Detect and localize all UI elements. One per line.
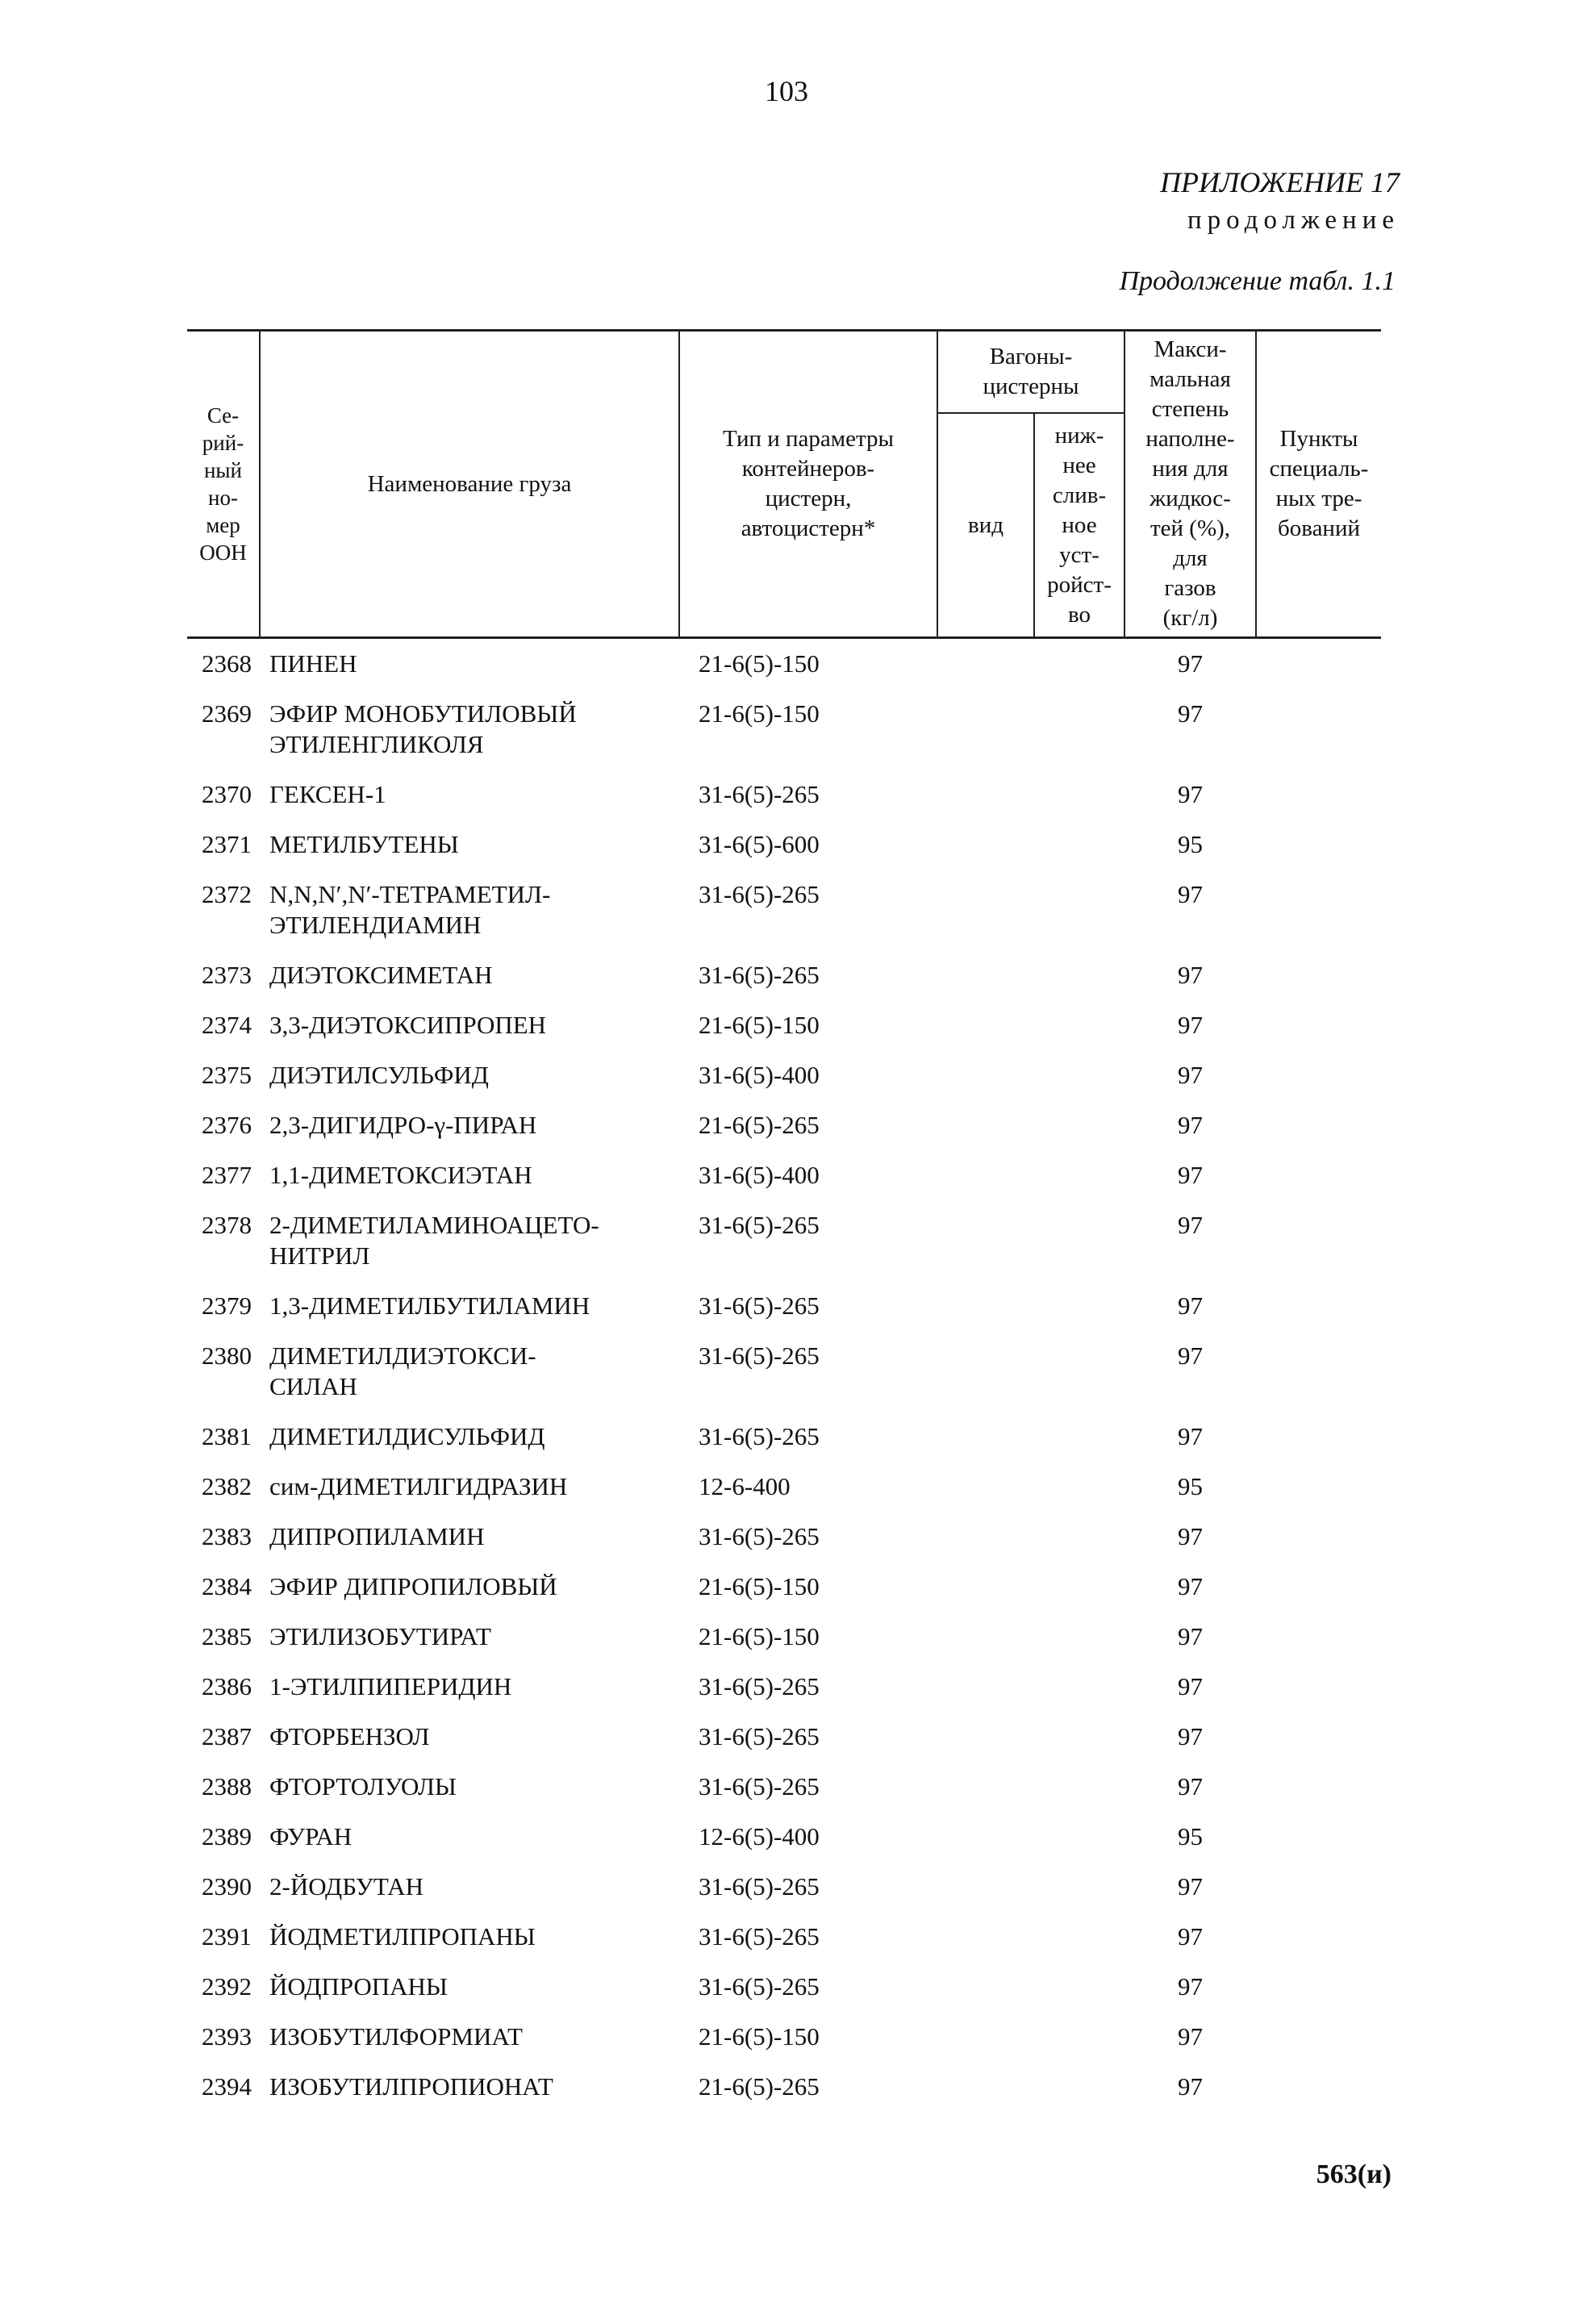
container-params-cell: 31-6(5)-265 — [699, 961, 820, 989]
container-params-cell: 31-6(5)-400 — [699, 1061, 820, 1089]
un-number-cell: 2373 — [202, 961, 252, 989]
table-row — [187, 689, 1381, 770]
un-number-cell: 2375 — [202, 1061, 252, 1089]
cargo-name-cell: 3,3-ДИЭТОКСИПРОПЕН — [269, 1011, 547, 1039]
max-fill-cell: 97 — [1178, 1572, 1203, 1600]
wagon-kind-cell — [937, 1912, 1034, 1962]
table-row — [187, 1712, 1381, 1762]
bottom-device-cell — [1034, 1562, 1124, 1612]
header-special: Пункты специаль- ных тре- бований — [1256, 331, 1381, 638]
wagon-kind-cell — [937, 1862, 1034, 1912]
table-row — [187, 1150, 1381, 1200]
wagon-kind-cell — [937, 1000, 1034, 1050]
special-requirements-cell — [1256, 1512, 1381, 1562]
un-number-cell: 2382 — [202, 1472, 252, 1500]
special-requirements-cell — [1256, 950, 1381, 1000]
table-row — [187, 820, 1381, 870]
page-number: 103 — [765, 75, 808, 107]
max-fill-cell: 97 — [1178, 1972, 1203, 2001]
special-requirements-cell — [1256, 1612, 1381, 1662]
cargo-name-cell: ДИМЕТИЛДИЭТОКСИ- СИЛАН — [269, 1341, 536, 1400]
bottom-device-cell — [1034, 1281, 1124, 1331]
un-number-cell: 2380 — [202, 1341, 252, 1370]
cargo-name-cell: ФТОРБЕНЗОЛ — [269, 1722, 430, 1750]
un-number-cell: 2377 — [202, 1161, 252, 1189]
container-params-cell: 31-6(5)-265 — [699, 1972, 820, 2001]
table-row — [187, 770, 1381, 820]
wagon-kind-cell — [937, 1331, 1034, 1412]
cargo-name-cell: МЕТИЛБУТЕНЫ — [269, 830, 459, 858]
table-row — [187, 1862, 1381, 1912]
special-requirements-cell — [1256, 870, 1381, 950]
footer-code: 563(и) — [1316, 2159, 1392, 2189]
special-requirements-cell — [1256, 689, 1381, 770]
container-params-cell: 31-6(5)-265 — [699, 1672, 820, 1700]
special-requirements-cell — [1256, 1281, 1381, 1331]
bottom-device-cell — [1034, 1862, 1124, 1912]
max-fill-cell: 97 — [1178, 649, 1203, 678]
container-params-cell: 31-6(5)-600 — [699, 830, 820, 858]
container-params-cell: 21-6(5)-150 — [699, 1622, 820, 1650]
table-row — [187, 1281, 1381, 1331]
table-row — [187, 2062, 1381, 2112]
special-requirements-cell — [1256, 1200, 1381, 1281]
container-params-cell: 21-6(5)-150 — [699, 699, 820, 728]
container-params-cell: 21-6(5)-265 — [699, 1111, 820, 1139]
special-requirements-cell — [1256, 638, 1381, 690]
container-params-cell: 21-6(5)-150 — [699, 2022, 820, 2051]
table-row — [187, 1331, 1381, 1412]
container-params-cell: 31-6(5)-265 — [699, 1872, 820, 1901]
table-row — [187, 1000, 1381, 1050]
un-number-cell: 2394 — [202, 2072, 252, 2101]
special-requirements-cell — [1256, 1412, 1381, 1462]
container-params-cell: 31-6(5)-265 — [699, 1341, 820, 1370]
max-fill-cell: 97 — [1178, 1772, 1203, 1800]
un-number-cell: 2388 — [202, 1772, 252, 1800]
cargo-name-cell: 2,3-ДИГИДРО-γ-ПИРАН — [269, 1111, 537, 1139]
table-row — [187, 1462, 1381, 1512]
table-row — [187, 1962, 1381, 2012]
table-row — [187, 1050, 1381, 1100]
table-row — [187, 1812, 1381, 1862]
max-fill-cell: 97 — [1178, 1291, 1203, 1320]
special-requirements-cell — [1256, 1912, 1381, 1962]
container-params-cell: 21-6(5)-150 — [699, 649, 820, 678]
table-row — [187, 950, 1381, 1000]
wagon-kind-cell — [937, 1712, 1034, 1762]
header-wagons: Вагоны- цистерны — [937, 331, 1124, 414]
bottom-device-cell — [1034, 870, 1124, 950]
special-requirements-cell — [1256, 1462, 1381, 1512]
max-fill-cell: 97 — [1178, 1161, 1203, 1189]
un-number-cell: 2374 — [202, 1011, 252, 1039]
max-fill-cell: 97 — [1178, 880, 1203, 908]
container-params-cell: 31-6(5)-265 — [699, 780, 820, 808]
container-params-cell: 31-6(5)-265 — [699, 1922, 820, 1951]
un-number-cell: 2376 — [202, 1111, 252, 1139]
un-number-cell: 2390 — [202, 1872, 252, 1901]
cargo-name-cell: ИЗОБУТИЛПРОПИОНАТ — [269, 2072, 553, 2101]
cargo-name-cell: ЭФИР МОНОБУТИЛОВЫЙ ЭТИЛЕНГЛИКОЛЯ — [269, 699, 577, 758]
cargo-name-cell: ЙОДМЕТИЛПРОПАНЫ — [269, 1922, 536, 1951]
bottom-device-cell — [1034, 689, 1124, 770]
container-params-cell: 31-6(5)-265 — [699, 880, 820, 908]
wagon-kind-cell — [937, 950, 1034, 1000]
bottom-device-cell — [1034, 950, 1124, 1000]
bottom-device-cell — [1034, 1462, 1124, 1512]
table-row — [187, 1562, 1381, 1612]
cargo-name-cell: ФУРАН — [269, 1822, 353, 1850]
max-fill-cell: 97 — [1178, 780, 1203, 808]
special-requirements-cell — [1256, 1812, 1381, 1862]
un-number-cell: 2379 — [202, 1291, 252, 1320]
continuation-label: продолжение — [1187, 206, 1400, 235]
special-requirements-cell — [1256, 1050, 1381, 1100]
max-fill-cell: 97 — [1178, 1672, 1203, 1700]
table-row — [187, 1762, 1381, 1812]
un-number-cell: 2368 — [202, 649, 252, 678]
cargo-name-cell: ЭТИЛИЗОБУТИРАТ — [269, 1622, 491, 1650]
un-number-cell: 2369 — [202, 699, 252, 728]
cargo-name-cell: ИЗОБУТИЛФОРМИАТ — [269, 2022, 523, 2051]
container-params-cell: 31-6(5)-265 — [699, 1722, 820, 1750]
table-row — [187, 870, 1381, 950]
un-number-cell: 2378 — [202, 1211, 252, 1239]
wagon-kind-cell — [937, 1612, 1034, 1662]
cargo-name-cell: сим-ДИМЕТИЛГИДРАЗИН — [269, 1472, 568, 1500]
cargo-name-cell: ДИЭТОКСИМЕТАН — [269, 961, 493, 989]
bottom-device-cell — [1034, 1762, 1124, 1812]
un-number-cell: 2393 — [202, 2022, 252, 2051]
max-fill-cell: 97 — [1178, 1922, 1203, 1951]
special-requirements-cell — [1256, 1862, 1381, 1912]
special-requirements-cell — [1256, 2012, 1381, 2062]
header-params: Тип и параметры контейнеров- цистерн, автоцистерн* — [679, 331, 937, 638]
bottom-device-cell — [1034, 1000, 1124, 1050]
wagon-kind-cell — [937, 1662, 1034, 1712]
bottom-device-cell — [1034, 820, 1124, 870]
max-fill-cell: 97 — [1178, 2022, 1203, 2051]
cargo-name-cell: ДИПРОПИЛАМИН — [269, 1522, 485, 1550]
header-name: Наименование груза — [260, 331, 679, 638]
special-requirements-cell — [1256, 2062, 1381, 2112]
un-number-cell: 2391 — [202, 1922, 252, 1951]
bottom-device-cell — [1034, 770, 1124, 820]
max-fill-cell: 95 — [1178, 1822, 1203, 1850]
max-fill-cell: 97 — [1178, 1011, 1203, 1039]
special-requirements-cell — [1256, 1331, 1381, 1412]
max-fill-cell: 97 — [1178, 1211, 1203, 1239]
max-fill-cell: 97 — [1178, 1422, 1203, 1450]
table-row — [187, 1662, 1381, 1712]
wagon-kind-cell — [937, 1200, 1034, 1281]
container-params-cell: 31-6(5)-265 — [699, 1772, 820, 1800]
bottom-device-cell — [1034, 1200, 1124, 1281]
wagon-kind-cell — [937, 689, 1034, 770]
bottom-device-cell — [1034, 1412, 1124, 1462]
wagon-kind-cell — [937, 1281, 1034, 1331]
cargo-name-cell: 2-ЙОДБУТАН — [269, 1872, 424, 1901]
un-number-cell: 2392 — [202, 1972, 252, 2001]
special-requirements-cell — [1256, 1762, 1381, 1812]
un-number-cell: 2385 — [202, 1622, 252, 1650]
header-kind: вид — [937, 413, 1034, 638]
un-number-cell: 2384 — [202, 1572, 252, 1600]
max-fill-cell: 97 — [1178, 1522, 1203, 1550]
un-number-cell: 2383 — [202, 1522, 252, 1550]
special-requirements-cell — [1256, 820, 1381, 870]
cargo-name-cell: 2-ДИМЕТИЛАМИНОАЦЕТО- НИТРИЛ — [269, 1211, 599, 1270]
cargo-name-cell: 1-ЭТИЛПИПЕРИДИН — [269, 1672, 512, 1700]
max-fill-cell: 97 — [1178, 1622, 1203, 1650]
bottom-device-cell — [1034, 2012, 1124, 2062]
un-number-cell: 2372 — [202, 880, 252, 908]
bottom-device-cell — [1034, 1512, 1124, 1562]
special-requirements-cell — [1256, 1662, 1381, 1712]
container-params-cell: 31-6(5)-265 — [699, 1422, 820, 1450]
bottom-device-cell — [1034, 1912, 1124, 1962]
wagon-kind-cell — [937, 2062, 1034, 2112]
cargo-name-cell: ФТОРТОЛУОЛЫ — [269, 1772, 457, 1800]
table-row — [187, 1512, 1381, 1562]
cargo-name-cell: 1,3-ДИМЕТИЛБУТИЛАМИН — [269, 1291, 590, 1320]
wagon-kind-cell — [937, 1462, 1034, 1512]
table-row — [187, 1412, 1381, 1462]
container-params-cell: 31-6(5)-265 — [699, 1211, 820, 1239]
cargo-name-cell: ЭФИР ДИПРОПИЛОВЫЙ — [269, 1572, 557, 1600]
table-row — [187, 1912, 1381, 1962]
special-requirements-cell — [1256, 770, 1381, 820]
cargo-name-cell: ГЕКСЕН-1 — [269, 780, 386, 808]
cargo-name-cell: ДИЭТИЛСУЛЬФИД — [269, 1061, 489, 1089]
max-fill-cell: 95 — [1178, 830, 1203, 858]
wagon-kind-cell — [937, 1812, 1034, 1862]
wagon-kind-cell — [937, 1050, 1034, 1100]
bottom-device-cell — [1034, 1612, 1124, 1662]
cargo-name-cell: ДИМЕТИЛДИСУЛЬФИД — [269, 1422, 545, 1450]
wagon-kind-cell — [937, 1562, 1034, 1612]
wagon-kind-cell — [937, 2012, 1034, 2062]
un-number-cell: 2386 — [202, 1672, 252, 1700]
cargo-name-cell: N,N,N′,N′-ТЕТРАМЕТИЛ- ЭТИЛЕНДИАМИН — [269, 880, 551, 939]
special-requirements-cell — [1256, 1100, 1381, 1150]
un-number-cell: 2387 — [202, 1722, 252, 1750]
special-requirements-cell — [1256, 1562, 1381, 1612]
container-params-cell: 21-6(5)-150 — [699, 1572, 820, 1600]
header-max-fill: Макси- мальная степень наполне- ния для жидкос- тей (%), для газов (кг/л) — [1124, 331, 1256, 638]
container-params-cell: 21-6(5)-150 — [699, 1011, 820, 1039]
bottom-device-cell — [1034, 638, 1124, 690]
table-row — [187, 1200, 1381, 1281]
special-requirements-cell — [1256, 1000, 1381, 1050]
max-fill-cell: 95 — [1178, 1472, 1203, 1500]
bottom-device-cell — [1034, 1050, 1124, 1100]
bottom-device-cell — [1034, 1331, 1124, 1412]
container-params-cell: 12-6-400 — [699, 1472, 791, 1500]
wagon-kind-cell — [937, 638, 1034, 690]
max-fill-cell: 97 — [1178, 1872, 1203, 1901]
cargo-name-cell: 1,1-ДИМЕТОКСИЭТАН — [269, 1161, 532, 1189]
un-number-cell: 2370 — [202, 780, 252, 808]
max-fill-cell: 97 — [1178, 1722, 1203, 1750]
bottom-device-cell — [1034, 1962, 1124, 2012]
header-bottom-device: ниж- нее слив- ное уст- ройст- во — [1034, 413, 1124, 638]
wagon-kind-cell — [937, 1762, 1034, 1812]
container-params-cell: 12-6(5)-400 — [699, 1822, 820, 1850]
bottom-device-cell — [1034, 1100, 1124, 1150]
wagon-kind-cell — [937, 1412, 1034, 1462]
container-params-cell: 31-6(5)-265 — [699, 1522, 820, 1550]
special-requirements-cell — [1256, 1962, 1381, 2012]
table-continuation-label: Продолжение табл. 1.1 — [1119, 266, 1396, 296]
wagon-kind-cell — [937, 820, 1034, 870]
wagon-kind-cell — [937, 870, 1034, 950]
max-fill-cell: 97 — [1178, 1061, 1203, 1089]
container-params-cell: 21-6(5)-265 — [699, 2072, 820, 2101]
max-fill-cell: 97 — [1178, 2072, 1203, 2101]
wagon-kind-cell — [937, 770, 1034, 820]
bottom-device-cell — [1034, 1812, 1124, 1862]
container-params-cell: 31-6(5)-265 — [699, 1291, 820, 1320]
special-requirements-cell — [1256, 1150, 1381, 1200]
table-row — [187, 1100, 1381, 1150]
un-number-cell: 2381 — [202, 1422, 252, 1450]
un-number-cell: 2371 — [202, 830, 252, 858]
table-row — [187, 2012, 1381, 2062]
table-row — [187, 638, 1381, 690]
un-number-cell: 2389 — [202, 1822, 252, 1850]
cargo-name-cell: ЙОДПРОПАНЫ — [269, 1972, 448, 2001]
wagon-kind-cell — [937, 1962, 1034, 2012]
max-fill-cell: 97 — [1178, 1111, 1203, 1139]
wagon-kind-cell — [937, 1150, 1034, 1200]
bottom-device-cell — [1034, 1662, 1124, 1712]
cargo-name-cell: ПИНЕН — [269, 649, 357, 678]
max-fill-cell: 97 — [1178, 699, 1203, 728]
appendix-title: ПРИЛОЖЕНИЕ 17 — [1160, 166, 1400, 198]
max-fill-cell: 97 — [1178, 961, 1203, 989]
bottom-device-cell — [1034, 1712, 1124, 1762]
special-requirements-cell — [1256, 1712, 1381, 1762]
header-serial: Се- рий- ный но- мер ООН — [187, 331, 260, 638]
cargo-table — [187, 329, 1381, 2112]
wagon-kind-cell — [937, 1100, 1034, 1150]
container-params-cell: 31-6(5)-400 — [699, 1161, 820, 1189]
max-fill-cell: 97 — [1178, 1341, 1203, 1370]
table-row — [187, 1612, 1381, 1662]
bottom-device-cell — [1034, 2062, 1124, 2112]
bottom-device-cell — [1034, 1150, 1124, 1200]
wagon-kind-cell — [937, 1512, 1034, 1562]
